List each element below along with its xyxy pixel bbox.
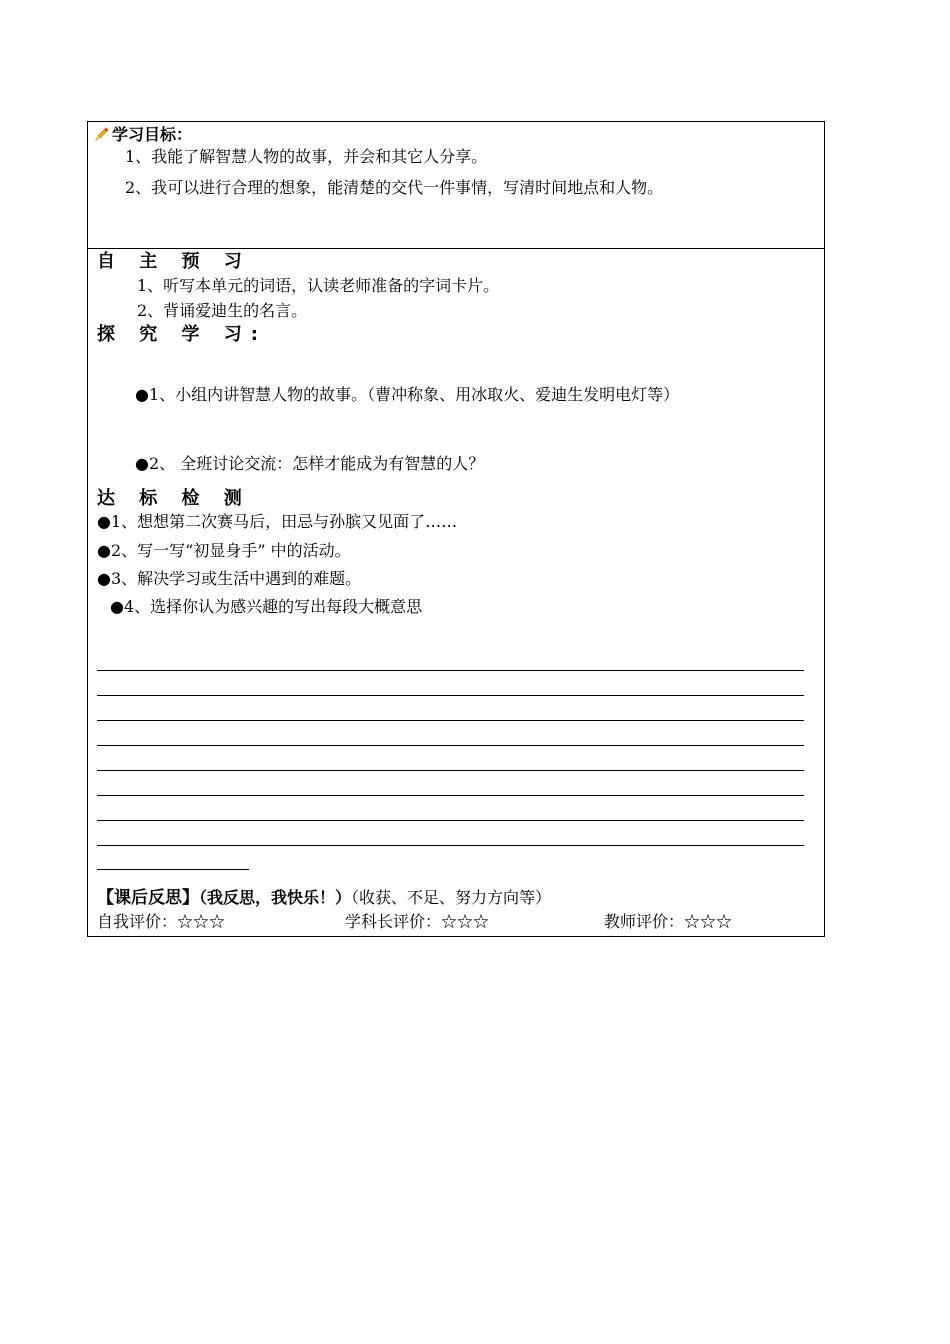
answer-line — [97, 670, 804, 671]
goal-item-1: 1、我能了解智慧人物的故事，并会和其它人分享。 — [125, 147, 488, 166]
learning-goals-section — [88, 122, 824, 249]
answer-line — [97, 745, 804, 746]
answer-line — [97, 845, 804, 846]
learning-goals-title: 学习目标： — [112, 125, 193, 144]
reflection-title: 【课后反思】 — [97, 888, 199, 908]
answer-line — [97, 695, 804, 696]
preview-item-1: 1、听写本单元的词语，认读老师准备的字词卡片。 — [137, 276, 500, 295]
main-section — [88, 249, 824, 936]
answer-line — [97, 820, 804, 821]
answer-line — [97, 770, 804, 771]
answer-line — [97, 795, 804, 796]
answer-line — [97, 869, 249, 870]
goal-item-2: 2、我可以进行合理的想象，能清楚的交代一件事情，写清时间地点和人物。 — [125, 178, 664, 197]
preview-item-2: 2、背诵爱迪生的名言。 — [137, 301, 308, 320]
explore-heading: 探 究 学 习: — [97, 324, 267, 345]
explore-item-1: ●1、小组内讲智慧人物的故事。（曹冲称象、用冰取火、爱迪生发明电灯等） — [135, 385, 680, 404]
check-item-3: ●3、解决学习或生活中遇到的难题。 — [97, 569, 362, 588]
check-item-2: ●2、写一写“初显身手” 中的活动。 — [97, 541, 351, 560]
worksheet-frame — [87, 121, 825, 937]
reflection-row — [97, 888, 551, 908]
answer-line — [97, 720, 804, 721]
self-evaluation: 自我评价：☆☆☆ — [97, 912, 226, 931]
pencil-icon — [94, 126, 110, 142]
preview-heading: 自 主 预 习 — [97, 251, 251, 272]
reflection-subtitle: （我反思，我快乐！） — [199, 888, 352, 907]
reflection-note: （收获、不足、努力方向等） — [351, 888, 552, 907]
teacher-evaluation: 教师评价：☆☆☆ — [604, 912, 733, 931]
check-heading: 达 标 检 测 — [97, 488, 251, 509]
check-item-1: ●1、想想第二次赛马后，田忌与孙膑又见面了…… — [97, 512, 458, 531]
explore-item-2: ●2、 全班讨论交流：怎样才能成为有智慧的人？ — [135, 454, 485, 473]
learning-goals-heading — [94, 125, 192, 145]
leader-evaluation: 学科长评价：☆☆☆ — [345, 912, 490, 931]
check-item-4: ●4、选择你认为感兴趣的写出每段大概意思 — [110, 597, 423, 616]
